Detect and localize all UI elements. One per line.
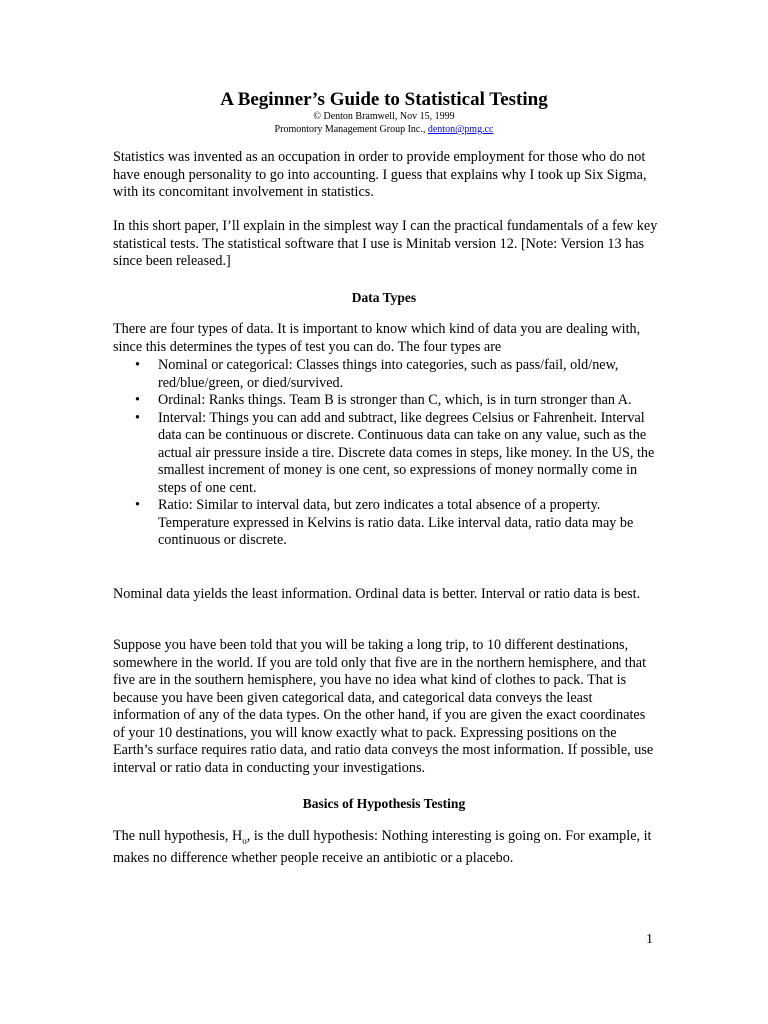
data-types-list (113, 357, 658, 550)
page-number: 1 (646, 932, 653, 947)
null-text-end: , is the dull hypothesis: Nothing interesting is going on. For example, it makes no difference whether people receive an antibiotic or a placebo. (113, 828, 652, 867)
email-link[interactable]: denton@pmg.cc (427, 124, 494, 135)
trip-example-paragraph: Suppose you have been told that you will be taking a long trip, to 10 different destinations, somewhere in the world. If you are told only that five are in the northern hemisphere, and that five are in the southern hemisphere, you have no idea what kind of clothes to pack. That is because you have been given categorical data, and categorical data conveys the least information of any of the data types. On the other hand, if you are given the exact coordinates of your 10 destinations, you will know exactly what to pack. Expressing positions on the Earth’s surface requires ratio data, and ratio data conveys the most information. If possible, use interval or ratio data in conducting your investigations. (113, 637, 654, 776)
null-text-start: The null hypothesis, H (113, 828, 243, 844)
bullet-icon: • (135, 409, 140, 426)
bullet-icon: • (135, 357, 140, 373)
list-item-nominal (113, 357, 658, 392)
list-item-text: Ordinal: Ranks things. Team B is stronger than C, which, is in turn stronger than A. (158, 392, 632, 408)
heading-hypothesis-testing: Basics of Hypothesis Testing (302, 796, 466, 811)
company-name: Promontory Management Group Inc., (274, 124, 428, 135)
list-item-text: Interval: Things you can add and subtract, like degrees Celsius or Fahrenheit. Interval data can be continuous or discrete. Continuous data can take on any value, such as the actual air pressure inside a tire. Discrete data comes in steps, like money. In the US, the smallest increment of money is one cent, so expressions of money normally come in steps of one cent. (158, 409, 655, 496)
subscript-o: o (242, 835, 247, 846)
intro-paragraph-1: Statistics was invented as an occupation in order to provide employment for those who do not have enough personality to go into accounting. I guess that explains why I took up Six Sigma, with its concomitant involvement in statistics. (113, 149, 647, 200)
data-types-intro: There are four types of data. It is important to know which kind of data you are dealing with, since this determines the types of test you can do. The four types are (113, 321, 641, 355)
list-item-interval (113, 410, 658, 498)
list-item-ratio (113, 497, 658, 550)
bullet-icon: • (135, 497, 140, 513)
bullet-icon: • (135, 392, 140, 408)
list-item-text: Ratio: Similar to interval data, but zero indicates a total absence of a property. Temperature expressed in Kelvins is ratio data. Like interval data, ratio data may be continuous or discrete. (158, 497, 634, 548)
company-line (0, 124, 768, 136)
least-information-paragraph: Nominal data yields the least information. Ordinal data is better. Interval or ratio data is best. (113, 586, 641, 602)
list-item-ordinal (113, 392, 658, 410)
document-title: A Beginner’s Guide to Statistical Testing (220, 89, 548, 110)
heading-data-types: Data Types (351, 290, 417, 305)
list-item-text: Nominal or categorical: Classes things into categories, such as pass/fail, old/new, red/blue/green, or died/survived. (158, 357, 619, 391)
copyright-line: © Denton Bramwell, Nov 15, 1999 (313, 111, 455, 122)
null-hypothesis-paragraph (113, 828, 658, 868)
intro-paragraph-2: In this short paper, I’ll explain in the simplest way I can the practical fundamentals of a few key statistical tests. The statistical software that I use is Minitab version 12. [Note: Version 13 has since been released.] (113, 218, 658, 269)
